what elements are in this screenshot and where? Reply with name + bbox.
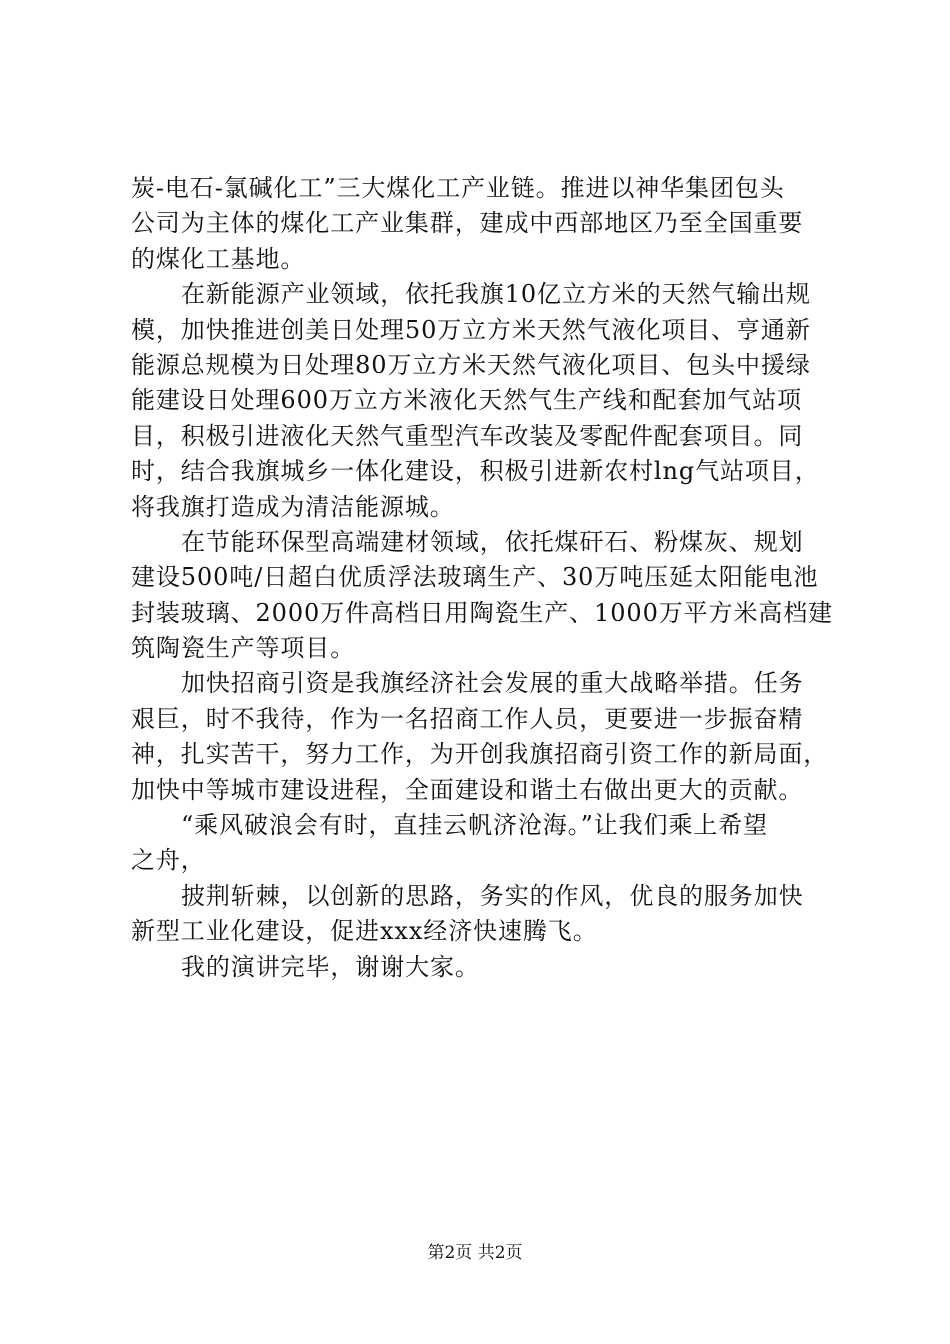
paragraph-start-line: 我的演讲完毕，谢谢大家。 <box>181 952 480 981</box>
paragraph-start-line: 披荆斩棘，以创新的思路，务实的作风，优良的服务加快 <box>181 881 804 910</box>
text-line: 能源总规模为日处理80万立方米天然气液化项目、包头中援绿 <box>131 350 811 379</box>
paragraph-start-line: “乘风破浪会有时，直挂云帆济沧海。”让我们乘上希望 <box>181 811 769 840</box>
text-line: 加快中等城市建设进程，全面建设和谐土右做出更大的贡献。 <box>131 775 804 804</box>
text-line: 筑陶瓷生产等项目。 <box>131 634 356 663</box>
text-line: 公司为主体的煤化工产业集群，建成中西部地区乃至全国重要 <box>131 209 804 238</box>
text-line: 新型工业化建设，促进xxx经济快速腾飞。 <box>131 917 598 946</box>
page-number-footer: 第2页 共2页 <box>427 1243 523 1263</box>
paragraph-start-line: 在节能环保型高端建材领域，依托煤矸石、粉煤灰、规划 <box>181 527 804 556</box>
text-line: 建设500吨/日超白优质浮法玻璃生产、30万吨压延太阳能电池 <box>131 563 819 592</box>
document-body <box>131 171 834 985</box>
text-line: 炭-电石-氯碱化工”三大煤化工产业链。推进以神华集团包头 <box>131 174 785 202</box>
text-line: 封装玻璃、2000万件高档日用陶瓷生产、1000万平方米高档建 <box>131 598 834 627</box>
text-line: 将我旗打造成为清洁能源城。 <box>131 492 455 521</box>
text-line: 目，积极引进液化天然气重型汽车改装及零配件配套项目。同 <box>131 421 804 450</box>
paragraph-start-line: 加快招商引资是我旗经济社会发展的重大战略举措。任务 <box>181 669 804 698</box>
text-line: 的煤化工基地。 <box>131 244 306 273</box>
text-line: 模，加快推进创美日处理50万立方米天然气液化项目、亨通新 <box>131 315 811 344</box>
text-line: 神，扎实苦干，努力工作，为开创我旗招商引资工作的新局面， <box>131 740 829 769</box>
text-line: 之舟， <box>131 846 206 875</box>
text-line: 时，结合我旗城乡一体化建设，积极引进新农村lng气站项目， <box>131 457 820 486</box>
paragraph-start-line: 在新能源产业领域，依托我旗10亿立方米的天然气输出规 <box>181 280 811 309</box>
text-line: 艰巨，时不我待，作为一名招商工作人员，更要进一步振奋精 <box>131 704 804 733</box>
text-line: 能建设日处理600万立方米液化天然气生产线和配套加气站项 <box>131 386 803 415</box>
